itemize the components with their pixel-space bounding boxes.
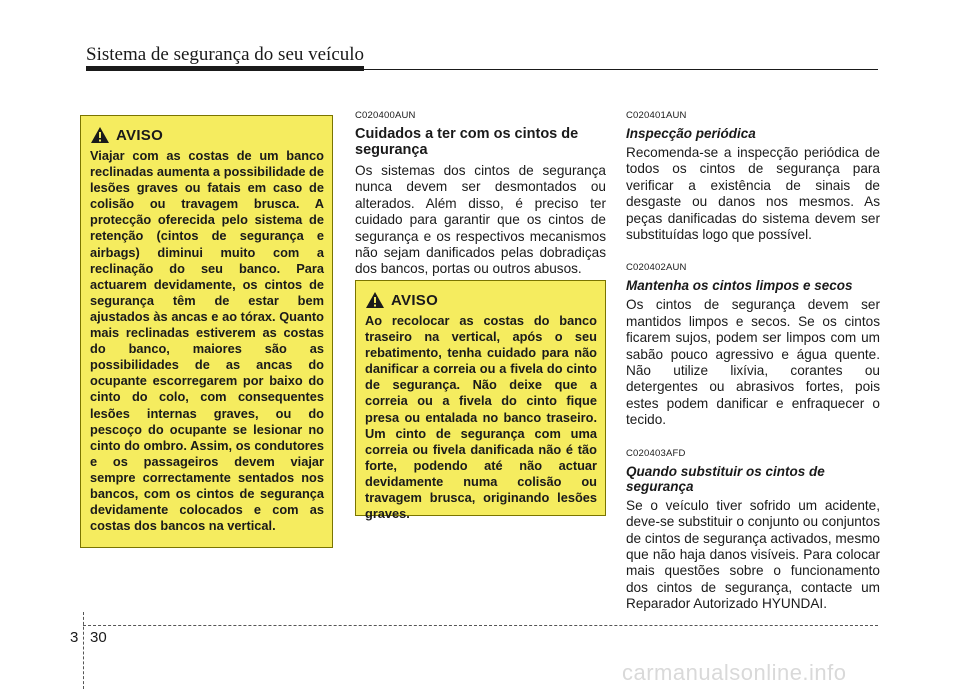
section-title: Inspecção periódica xyxy=(626,126,756,141)
section-code: C020403AFD xyxy=(626,447,686,459)
warning-title: AVISO xyxy=(391,291,439,309)
section-title: Cuidados a ter com os cintos de segurança xyxy=(355,126,579,158)
header-rule-thin xyxy=(364,69,878,70)
column-right xyxy=(626,110,880,632)
header-rule-thick xyxy=(86,66,364,71)
section-clean xyxy=(626,262,880,428)
section-care xyxy=(355,110,606,278)
warning-box-reclined-seat xyxy=(80,115,333,548)
warning-header xyxy=(365,291,597,309)
page-header-title: Sistema de segurança do seu veículo xyxy=(86,44,365,65)
warning-text: Viajar com as costas de um banco reclinadas aumenta a possibilidade de lesões graves ou fatais em caso de colisão ou travagem brusca. A protecção oferecida pelo sistema de retenção (cintos de segurança e airbags) diminui muito com a reclinação do seu banco. Para actuarem devidamente, os cintos de segurança têm de estar bem ajustados às ancas e ao tórax. Quanto mais reclinadas estiverem as costas do banco, maiores são as possibilidades de as ancas do ocupante escorregarem por baixo do cinto do colo, com consequentes lesões internas graves, ou do pescoço do ocupante se lesionar no cinto do ombro. Assim, os condutores e os passageiros devem viajar sempre correctamente sentados nos bancos, com os cintos de segurança devidamente colocados e com as costas dos bancos na vertical. xyxy=(90,148,324,534)
section-code: C020400AUN xyxy=(355,110,416,121)
warning-title: AVISO xyxy=(116,126,164,144)
warning-header xyxy=(90,126,324,144)
section-title: Mantenha os cintos limpos e secos xyxy=(626,278,853,294)
section-inspection xyxy=(626,110,880,243)
warning-box-rear-seat xyxy=(355,280,606,522)
section-body: Os sistemas dos cintos de segurança nunca devem ser desmontados ou alterados. Além disso, é preciso ter cuidado para garantir que os cintos de segurança e os respectivos mecanismos não sejam danificados pelas dobradiças dos bancos, portas ou outros abusos. xyxy=(355,163,606,277)
chapter-number: 3 xyxy=(70,629,79,646)
footer-rule xyxy=(83,625,878,626)
section-body: Os cintos de segurança devem ser mantidos limpos e secos. Se os cintos ficarem sujos, podem ser limpos com um sabão pouco agressivo e água quente. Não utilize lixívia, corantes ou detergentes ou abrasivos fortes, pois estes podem danificar e enfraquecer o tecido. xyxy=(626,297,880,428)
footer-vertical-rule xyxy=(83,612,84,689)
column-middle xyxy=(355,110,606,297)
warning-triangle-icon xyxy=(90,126,110,144)
page-number: 30 xyxy=(90,629,107,646)
warning-text: Ao recolocar as costas do banco traseiro na vertical, após o seu rebatimento, tenha cuidado para não danificar a correia ou a fivela do cinto de segurança. Não deixe que a correia ou a fivela do cinto fique presa ou entalada no banco traseiro. Um cinto de segurança com uma correia ou fivela danificada não é tão forte, podendo até não actuar devidamente numa colisão ou travagem brusca, originando lesões graves. xyxy=(365,313,597,522)
section-body: Se o veículo tiver sofrido um acidente, deve-se substituir o conjunto ou conjuntos de cintos de segurança activados, mesmo que não haja danos visíveis. Para colocar mais questões sobre o funcionamento dos cintos de segurança, contacte um Reparador Autorizado HYUNDAI. xyxy=(626,497,880,612)
section-replace xyxy=(626,448,880,613)
section-body: Recomenda-se a inspecção periódica de todos os cintos de segurança para verificar a existência de sinais de desgaste ou danos nos mesmos. As peças danificadas do sistema devem ser substituídas logo que possível. xyxy=(626,145,880,243)
warning-triangle-icon xyxy=(365,291,385,309)
section-code: C020402AUN xyxy=(626,262,687,274)
section-code: C020401AUN xyxy=(626,110,687,121)
section-title: Quando substituir os cintos de segurança xyxy=(626,463,825,494)
watermark: carmanualsonline.info xyxy=(622,660,847,685)
